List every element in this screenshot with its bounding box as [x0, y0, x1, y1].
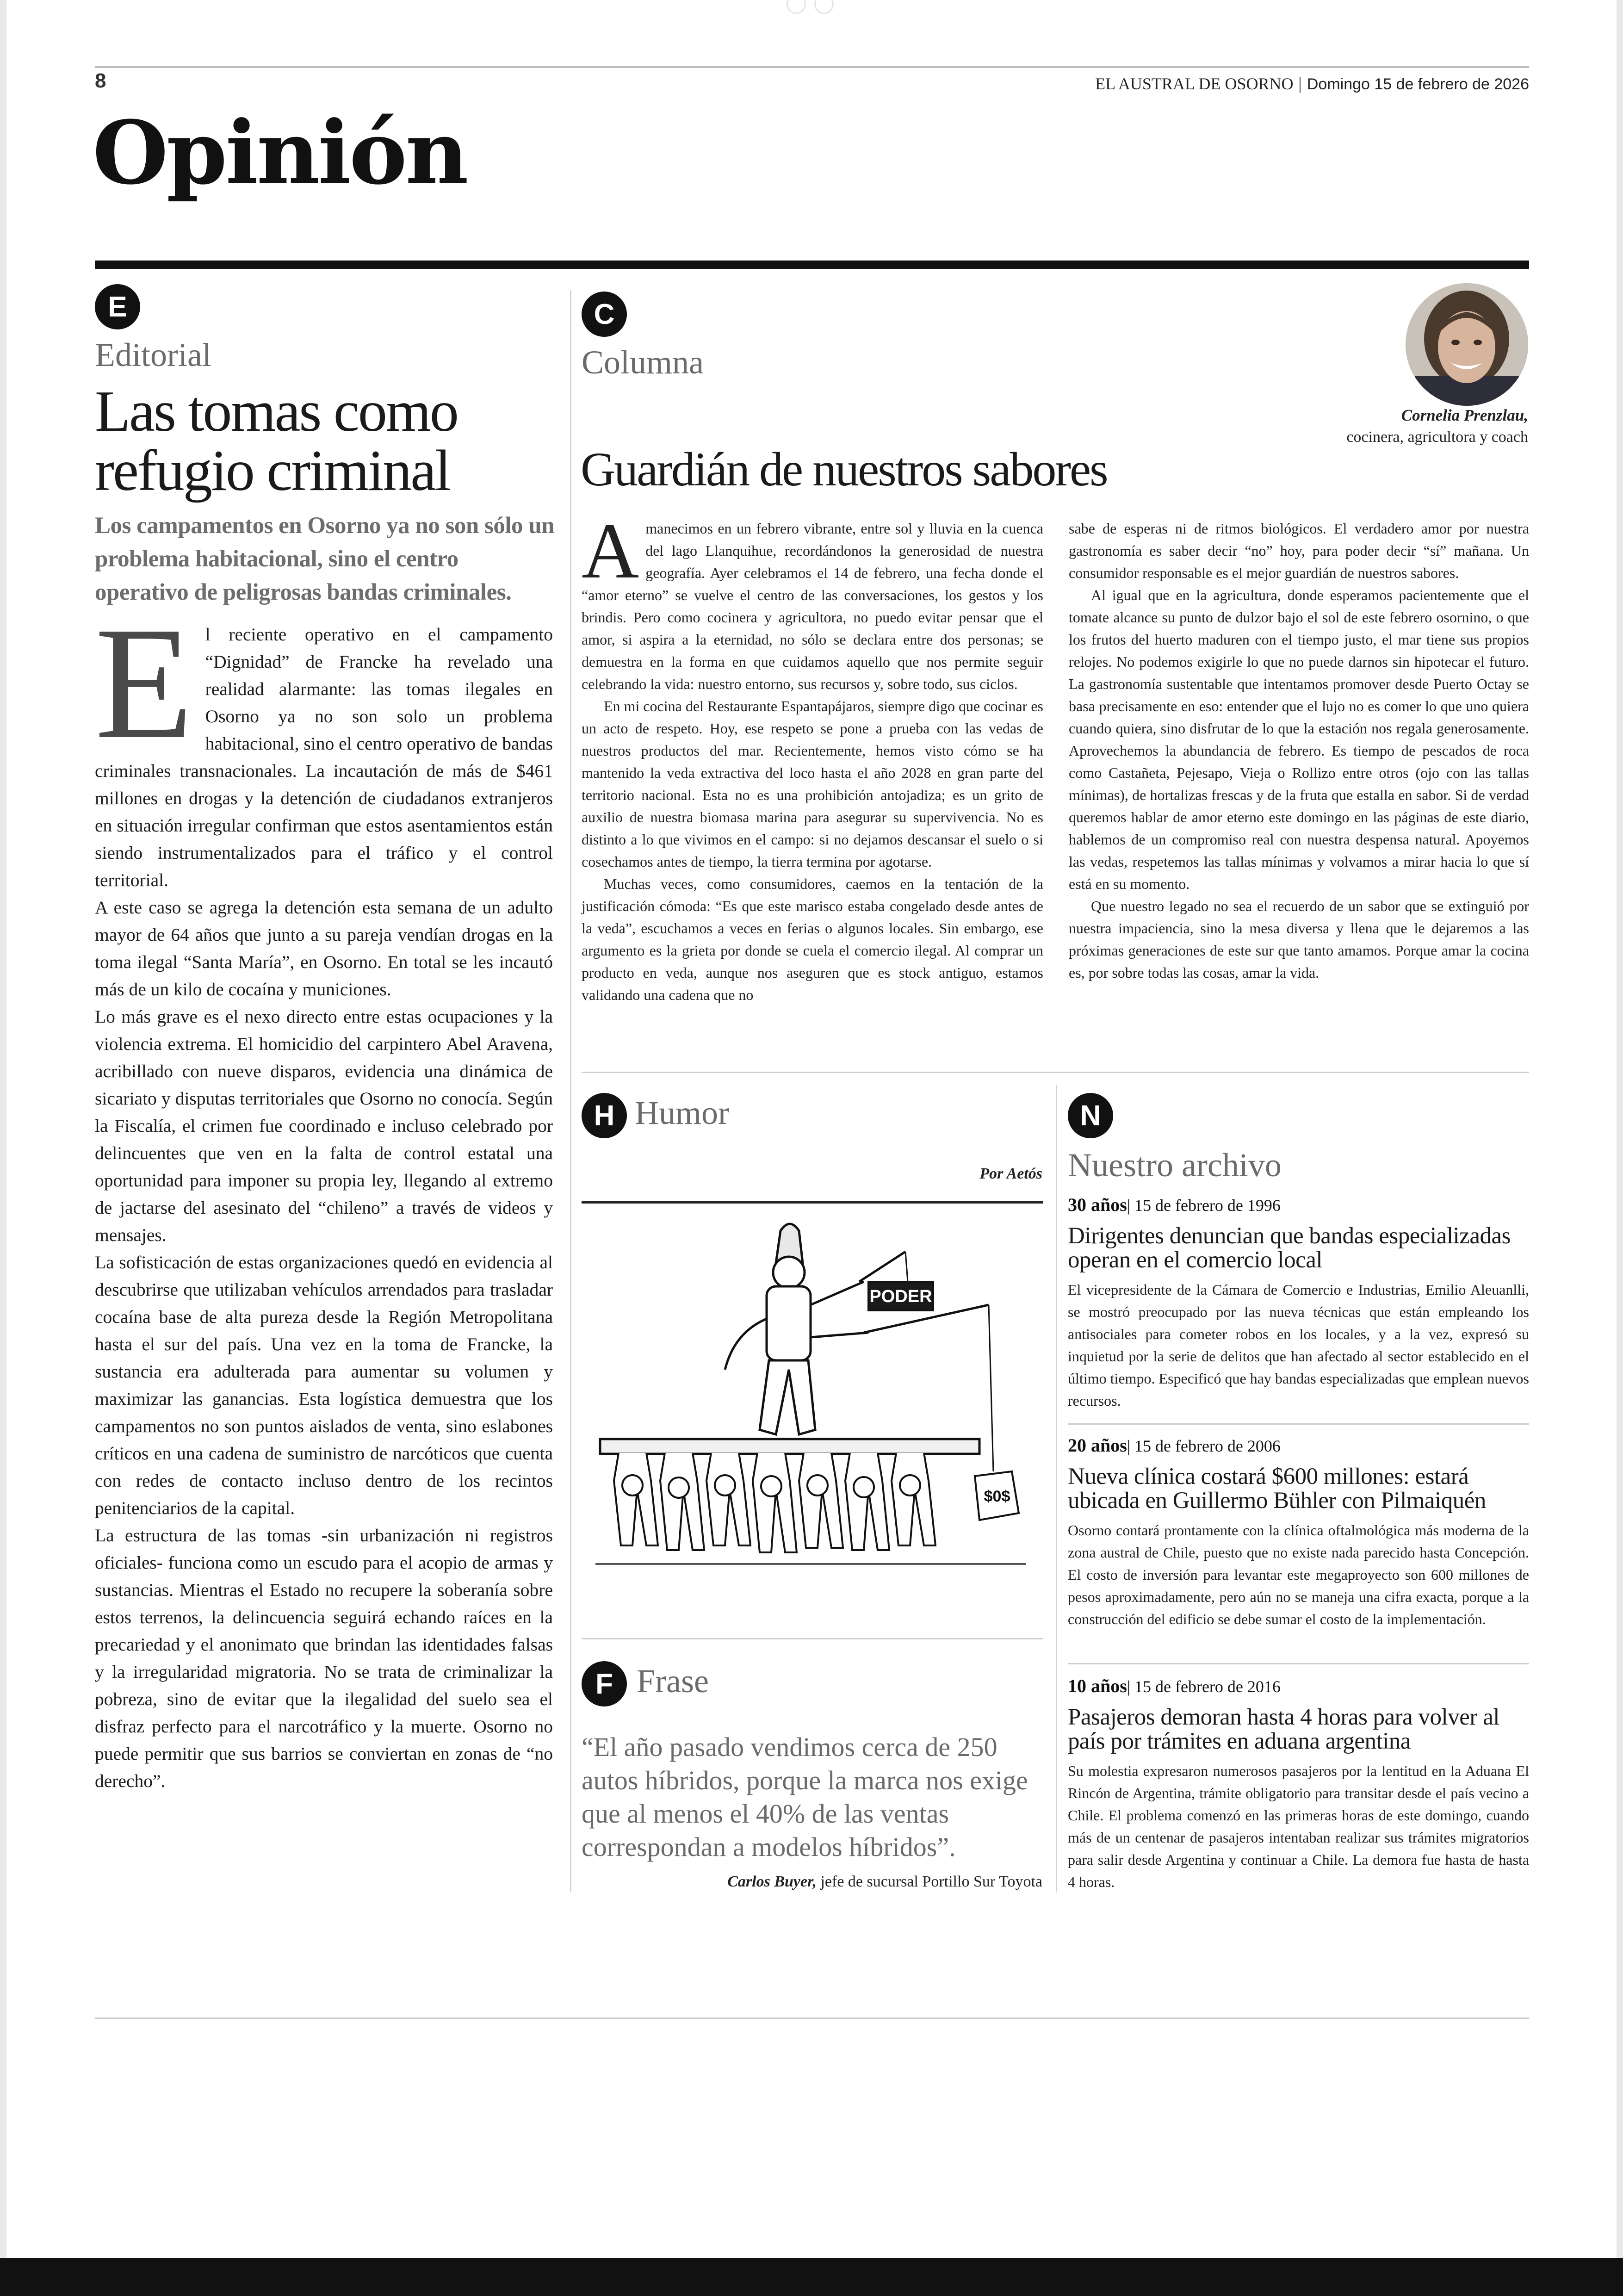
column-label: Columna: [582, 344, 704, 381]
column-first-paragraph: manecimos en un febrero vibrante, entre sol y lluvia en la cuenca del lago Llanquihue, recordándonos la generosidad de nuestra geografía. Ayer celebramos el 14 de febrero, una fecha donde el “amor eterno” se vuelve el centro de las conversaciones, los gestos y los brindis. Pero como cocinera y agricultora, no puedo evitar pensar que el amor, si aspira a la eternidad, no sólo se declara entre dos personas; se demuestra en la forma en que cuidamos aquello que nos permite seguir celebrando la vida: nuestro entorno, sus recursos y, sobre todo, sus ciclos.: [582, 520, 1043, 692]
author-avatar: [1406, 283, 1528, 406]
column-divider: [570, 291, 571, 1892]
page-bottom-rule: [95, 2017, 1529, 2019]
editorial-lead: l reciente operativo en el campamento “Dignidad” de Francke ha revelado una realidad alarmante: las tomas ilegales en Osorno ya no son solo un problema habitacional, sino el centro operativo de bandas criminales transnacionales. La incautación de más de $461 millones en drogas y la detención de ciudadanos extranjeros en situación irregular confirman que estos asentamientos están siendo instrumentalizados para el tráfico y el control territorial.: [95, 624, 553, 890]
column-badge: C: [582, 292, 627, 337]
archive-label: Nuestro archivo: [1068, 1147, 1282, 1184]
archive-date: | 15 de febrero de 1996: [1127, 1196, 1281, 1215]
editorial-paragraph: Lo más grave es el nexo directo entre estas ocupaciones y la violencia extrema. El homicidio del carpintero Abel Aravena, acribillado con nueve disparos, evidencia una dinámica de sicariato y disputas territoriales que Osorno no conocía. Según la Fiscalía, el crimen fue coordinado e incluso celebrado por delincuentes que ven en la falta de control estatal una oportunidad para imponer su propia ley, llegando al extremo de jactarse del asesinato del “chileno” a través de videos y mensajes.: [95, 1006, 553, 1245]
archive-rule: [1068, 1423, 1529, 1425]
editorial-title: Las tomas como refugio criminal: [95, 379, 458, 503]
column-paragraph: Muchas veces, como consumidores, caemos en la tentación de la justificación cómoda: “Es que este marisco estaba congelado desde antes de la veda”, escuchamos a veces en ferias o algunos locales. Sin embargo, ese argumento es la grieta por donde se cuela el comercio ilegal. Al comprar un producto en veda, aunque nos aseguren que es stock antiguo, estamos validando una cadena que no: [582, 875, 1043, 1003]
column-bottom-rule: [582, 1072, 1529, 1073]
humor-bottom-rule: [582, 1638, 1043, 1639]
editorial-label: Editorial: [95, 336, 211, 373]
frase-label: Frase: [637, 1663, 709, 1700]
archive-title: Nueva clínica costará $600 millones: estará ubicada en Guillermo Bühler con Pilmaiquén: [1068, 1464, 1486, 1514]
archive-text: Osorno contará prontamente con la clínica oftalmológica más moderna de la zona austral de Chile, puesto que no existe nada parecido hasta Concepción. El costo de inversión para levantar este megaproyecto son 600 millones de pesos aproximadamente, pero aún no se maneja una cifra exacta, porque a la construcción del edificio se debe sumar el costo de la implementación.: [1068, 1522, 1529, 1627]
archive-title: Pasajeros demoran hasta 4 horas para volver al país por trámites en aduana argentina: [1068, 1704, 1499, 1754]
column-body-right: [1069, 517, 1529, 984]
archive-rule: [1068, 1663, 1529, 1664]
author-role: cocinera, agricultora y coach: [1346, 428, 1528, 446]
author-name: Cornelia Prenzlau,: [1401, 406, 1528, 424]
page-number: 8: [95, 69, 106, 92]
column-paragraph: Que nuestro legado no sea el recuerdo de un sabor que se extinguió por nuestra impaciencia, sino la mesa diversa y llena que le dejaremos a las próximas generaciones de este sur que tanto amamos. Porque amar la cocina es, por sobre todas las cosas, amar la vida.: [1069, 898, 1529, 981]
archive-date: | 15 de febrero de 2006: [1127, 1437, 1281, 1455]
editorial-dropcap: E: [95, 594, 193, 772]
column-body-left: [582, 507, 1043, 1006]
editorial-paragraph: La sofisticación de estas organizaciones quedó en evidencia al descubrirse que utilizaban vehículos arrendados para trasladar cocaína base de alta pureza desde la Región Metropolitana hasta el sur del país. Una vez en la toma de Francke, la sustancia era adulterada para aumentar su volumen y maximizar las ganancias. Esta logística demuestra que los campamentos no son puntos aislados de venta, sino eslabones críticos en una cadena de suministro de narcóticos que cuenta con redes de contacto incluso dentro de los recintos penitenciarios de la capital.: [95, 1252, 553, 1518]
archive-item: [1068, 1675, 1529, 1893]
bottom-black-bar: [0, 2258, 1623, 2296]
page-dots: [787, 0, 837, 13]
humor-top-rule: [582, 1201, 1043, 1204]
column-dropcap: A: [582, 507, 639, 595]
archive-divider: [1056, 1085, 1057, 1893]
frase-attribution: [727, 1873, 1042, 1891]
column-paragraph: En mi cocina del Restaurante Espantapájaros, siempre digo que cocinar es un acto de respeto. Hoy, ese respeto se pone a prueba con las vedas de nuestros productos del mar. Recientemente, hemos visto cómo se ha mantenido la veda extractiva del loco hasta el año 2028 en gran parte del territorio nacional. Esta no es una prohibición antojadiza; es un grito de auxilio de nuestra biomasa marina para asegurar su supervivencia. No es distinto a lo que vivimos en el campo: si no dejamos descansar el suelo o si cosechamos antes de tiempo, la tierra termina por agotarse.: [582, 698, 1043, 870]
editorial-badge: E: [95, 284, 140, 329]
editorial-paragraph: La estructura de las tomas -sin urbanización ni registros oficiales- funciona como un escudo para el acopio de armas y sustancias. Mientras el Estado no recupere la soberanía sobre estos terrenos, la delincuencia seguirá echando raíces en la precariedad y el anonimato que brindan las identidades falsas y la irregularidad migratoria. No se trata de criminalizar la pobreza, sino de evitar que la ilegalidad del suelo sea el disfraz perfecto para el narcotráfico y la muerte. Osorno no puede permitir que sus barrios se conviertan en zonas de “no derecho”.: [95, 1525, 553, 1791]
archive-badge: N: [1068, 1093, 1113, 1138]
frase-quote: “El año pasado vendimos cerca de 250 autos híbridos, porque la marca nos exige que al menos el 40% de las ventas correspondan a modelos híbridos”.: [582, 1732, 1028, 1862]
section-thick-rule: [95, 261, 1529, 269]
frase-author: Carlos Buyer,: [727, 1873, 817, 1890]
archive-text: El vicepresidente de la Cámara de Comercio e Industrias, Emilio Aleuanlli, se mostró preocupado por las nueva técnicas que están empleando los antisociales para cometer robos en los locales, y a la vez, expresó su inquietud por la serie de delitos que han afectado al sector establecido en el último tiempo. Especificó que hay bandas especializadas que emplean nuevos recursos.: [1068, 1281, 1529, 1409]
archive-years: 10 años: [1068, 1675, 1127, 1696]
archive-years: 30 años: [1068, 1194, 1127, 1215]
frase-badge: F: [582, 1661, 627, 1706]
money-bag-label: $0$: [984, 1488, 1010, 1505]
humor-credit: Por Aetós: [979, 1165, 1042, 1182]
masthead-date: EL AUSTRAL DE OSORNO | Domingo 15 de febrero de 2026: [1095, 74, 1529, 93]
cartoon-illustration: [582, 1212, 1043, 1620]
column-paragraph: Al igual que en la agricultura, donde esperamos pacientemente que el tomate alcance su punto de dulzor bajo el sol de este febrero osornino, o que los frutos del huerto maduren con el tiempo justo, el mar tiene sus propios relojes. No podemos exigirle lo que no puede darnos sin hipotecar el futuro. La gastronomía sustentable que intentamos promover desde Puerto Octay se basa precisamente en eso: entender que el lujo no es comer lo que uno quiera cuando quiera, sino disfrutar de lo que la estación nos regala generosamente. Aprovechemos la abundancia de febrero. Es tiempo de pescados de roca como Castañeta, Pejesapo, Vieja o Rollizo entre otros (ojo con las tallas mínimas), de hortalizas frescas y de la fruta que estalla en sabor. Si de verdad queremos hablar de amor eterno este domingo en las páginas de este diario, hablemos de un compromiso real con nuestra despensa natural. Apoyemos las vedas, respetemos las tallas mínimas y volvamos a mirar hacia lo que sí está en su momento.: [1069, 587, 1529, 892]
archive-text: Su molestia expresaron numerosos pasajeros por la lentitud en la Aduana El Rincón de Argentina, trámite obligatorio para transitar desde el país vecino a Chile. El problema comenzó en las primeras horas de este domingo, cuando más de un centenar de pasajeros intentaban realizar sus trámites migratorios para salir desde Argentina y continuar a Chile. La demora fue hasta de hasta 4 horas.: [1068, 1762, 1529, 1890]
archive-title: Dirigentes denuncian que bandas especializadas operan en el comercio local: [1068, 1223, 1511, 1273]
archive-item: [1068, 1434, 1529, 1630]
editorial-subtitle: Los campamentos en Osorno ya no son sólo un problema habitacional, sino el centro operativo de peligrosas bandas criminales.: [95, 513, 554, 605]
paper-name: EL AUSTRAL DE OSORNO: [1095, 74, 1294, 93]
column-continuation: sabe de esperas ni de ritmos biológicos. El verdadero amor por nuestra gastronomía es saber decir “no” hoy, para poder decir “sí” mañana. Un consumidor responsable es el mejor guardián de nuestros sabores.: [1069, 520, 1529, 581]
column-title: Guardián de nuestros sabores: [581, 443, 1107, 496]
archive-years: 20 años: [1068, 1435, 1127, 1456]
page-edge-right: [1617, 0, 1623, 2296]
page-edge-left: [0, 0, 6, 2296]
poder-sign: PODER: [869, 1287, 932, 1306]
editorial-body: [95, 594, 553, 1795]
header-top-rule: [95, 66, 1529, 68]
issue-date: Domingo 15 de febrero de 2026: [1307, 75, 1529, 93]
editorial-paragraph: A este caso se agrega la detención esta semana de un adulto mayor de 64 años que junto a su pareja vendían drogas en la toma ilegal “Santa María”, en Osorno. En total se les incautó más de un kilo de cocaína y municiones.: [95, 897, 553, 999]
humor-badge: H: [582, 1093, 627, 1138]
section-title: Opinión: [93, 102, 467, 204]
frase-role: jefe de sucursal Portillo Sur Toyota: [820, 1873, 1042, 1890]
archive-date: | 15 de febrero de 2016: [1127, 1677, 1281, 1696]
archive-item: [1068, 1194, 1529, 1412]
humor-label: Humor: [635, 1094, 729, 1131]
